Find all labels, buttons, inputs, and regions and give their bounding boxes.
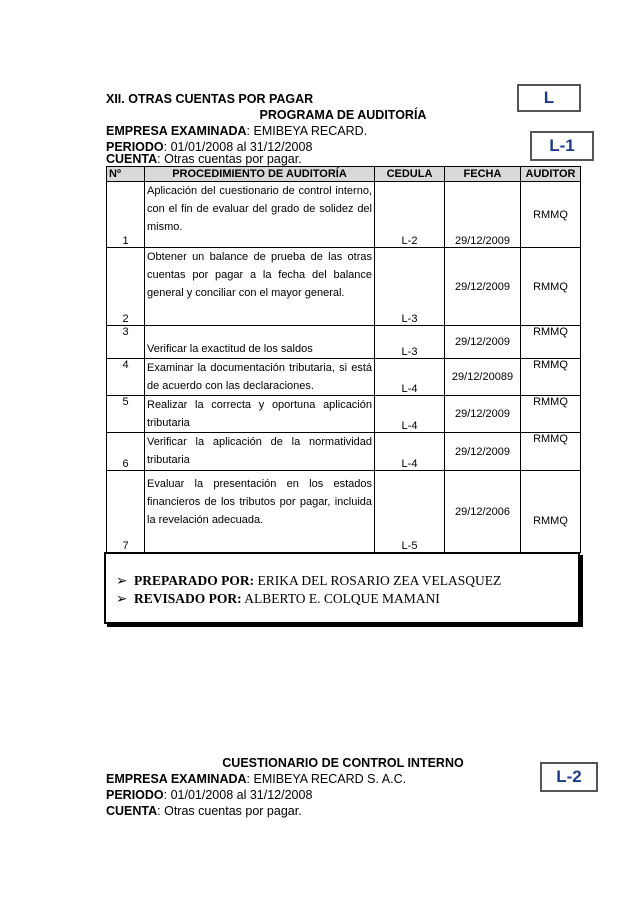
- table-row: [107, 359, 581, 396]
- row-fecha: 29/12/2006: [445, 471, 521, 553]
- q-empresa-value: : EMIBEYA RECARD S. A.C.: [246, 772, 407, 786]
- row-cedula: L-4: [375, 433, 445, 471]
- reviewed-value: ALBERTO E. COLQUE MAMANI: [244, 591, 440, 606]
- table-row: [107, 396, 581, 433]
- periodo-label: PERIODO: [106, 140, 164, 154]
- row-number: 5: [107, 396, 145, 433]
- header-procedimiento: PROCEDIMIENTO DE AUDITORÍA: [145, 167, 375, 182]
- header-cedula: CEDULA: [375, 167, 445, 182]
- periodo-value: : 01/01/2008 al 31/12/2008: [163, 140, 313, 154]
- row-fecha: 29/12/2009: [445, 248, 521, 326]
- table-row: [107, 182, 581, 248]
- row-number: 3: [107, 326, 145, 359]
- row-auditor: RMMQ: [521, 182, 581, 248]
- header-n: Nº: [107, 167, 145, 182]
- row-auditor: RMMQ: [521, 326, 581, 359]
- questionnaire-title: CUESTIONARIO DE CONTROL INTERNO: [222, 756, 464, 770]
- prepared-line: [116, 572, 501, 590]
- reviewed-label: REVISADO POR:: [134, 591, 242, 606]
- empresa-label: EMPRESA EXAMINADA: [106, 124, 247, 138]
- row-fecha: 29/12/20089: [445, 359, 521, 396]
- row-cedula: L-3: [375, 248, 445, 326]
- row-number: 2: [107, 248, 145, 326]
- row-fecha: 29/12/2009: [445, 433, 521, 471]
- row-cedula: L-4: [375, 396, 445, 433]
- row-auditor: RMMQ: [521, 433, 581, 471]
- table-row: [107, 248, 581, 326]
- q-empresa-label: EMPRESA EXAMINADA: [106, 772, 247, 786]
- q-empresa-line: [106, 771, 406, 787]
- tag-l: L: [517, 84, 581, 112]
- signature-box: [104, 552, 580, 624]
- prepared-label: PREPARADO POR:: [134, 573, 255, 588]
- table-row: [107, 433, 581, 471]
- tag-l1: L-1: [530, 131, 594, 161]
- row-number: 7: [107, 471, 145, 553]
- row-cedula: L-3: [375, 326, 445, 359]
- q-cuenta-value: : Otras cuentas por pagar.: [157, 804, 302, 818]
- table-row: [107, 326, 581, 359]
- empresa-line: [106, 123, 367, 139]
- cuenta-line: [106, 151, 302, 167]
- cuenta-value: : Otras cuentas por pagar.: [157, 152, 302, 166]
- row-procedure: Realizar la correcta y oportuna aplicación tributaria: [145, 396, 375, 433]
- q-periodo-value: : 01/01/2008 al 31/12/2008: [163, 788, 313, 802]
- row-cedula: L-5: [375, 471, 445, 553]
- row-procedure: Obtener un balance de prueba de las otras cuentas por pagar a la fecha del balance general y conciliar con el mayor general.: [145, 248, 375, 326]
- row-auditor: RMMQ: [521, 396, 581, 433]
- q-periodo-label: PERIODO: [106, 788, 164, 802]
- row-number: 6: [107, 433, 145, 471]
- row-procedure: Evaluar la presentación en los estados financieros de los tributos por pagar, incluida la revelación adecuada.: [145, 471, 375, 553]
- q-periodo-line: [106, 787, 312, 803]
- section-title: XII. OTRAS CUENTAS POR PAGAR: [106, 92, 314, 106]
- table-row: [107, 471, 581, 553]
- row-fecha: 29/12/2009: [445, 326, 521, 359]
- table-header-row: [107, 167, 581, 182]
- row-procedure: Verificar la aplicación de la normatividad tributaria: [145, 433, 375, 471]
- row-cedula: L-4: [375, 359, 445, 396]
- arrow-bullet-icon: ➢: [116, 591, 128, 606]
- tag-l2: L-2: [540, 762, 598, 792]
- reviewed-line: [116, 590, 440, 608]
- row-procedure: Aplicación del cuestionario de control interno, con el fin de evaluar del grado de solidez del mismo.: [145, 182, 375, 248]
- row-auditor: RMMQ: [521, 359, 581, 396]
- header-fecha: FECHA: [445, 167, 521, 182]
- arrow-bullet-icon: ➢: [116, 573, 128, 588]
- row-auditor: RMMQ: [521, 248, 581, 326]
- row-procedure: Examinar la documentación tributaria, si está de acuerdo con las declaraciones.: [145, 359, 375, 396]
- row-number: 4: [107, 359, 145, 396]
- header-auditor: AUDITOR: [521, 167, 581, 182]
- row-fecha: 29/12/2009: [445, 182, 521, 248]
- program-title: PROGRAMA DE AUDITORÍA: [259, 108, 427, 122]
- q-cuenta-label: CUENTA: [106, 804, 158, 818]
- empresa-value: : EMIBEYA RECARD.: [246, 124, 368, 138]
- row-procedure: Verificar la exactitud de los saldos: [145, 326, 375, 359]
- row-fecha: 29/12/2009: [445, 396, 521, 433]
- cuenta-label: CUENTA: [106, 152, 158, 166]
- q-cuenta-line: [106, 803, 302, 819]
- row-number: 1: [107, 182, 145, 248]
- row-auditor: RMMQ: [521, 471, 581, 553]
- audit-program-table: [106, 166, 581, 553]
- row-cedula: L-2: [375, 182, 445, 248]
- prepared-value: ERIKA DEL ROSARIO ZEA VELASQUEZ: [257, 573, 502, 588]
